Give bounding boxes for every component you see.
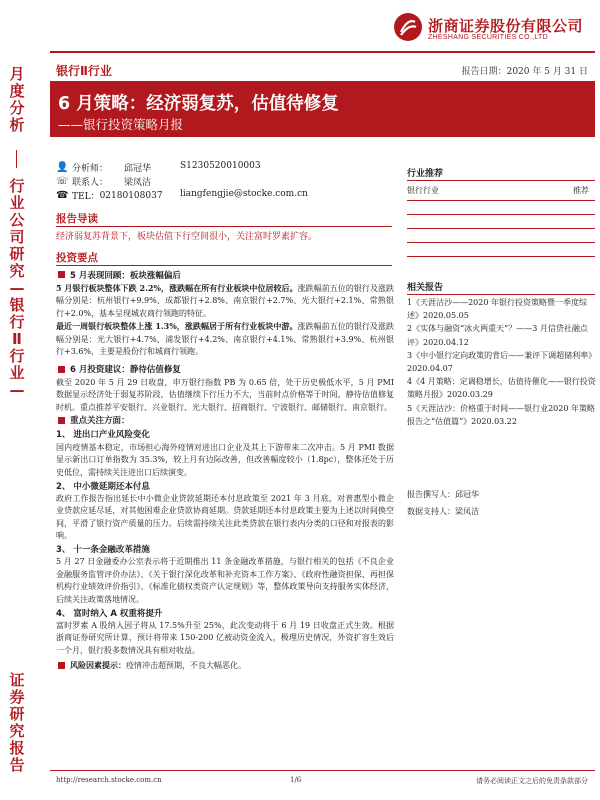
paragraph-lead: 5 月银行板块整体下跌 2.2%，涨跌幅在所有行业板块中位居较后。 bbox=[56, 282, 298, 293]
paragraph-june-advice: 截至 2020 年 5 月 29 日收盘，申万银行指数 PB 为 0.65 倍，处于历史极低水平，5 月 PMI 数据显示经济处于弱复苏阶段，估值继续下行压力不大，当前时点价格等于时间，静待估值修复时机。重点推荐平安银行、兴业银行、光大银行、招商银行、宁波银行、邮储银行、南京银行。 bbox=[56, 377, 394, 412]
section-review-title: 5 月表现回顾：板块涨幅偏后 bbox=[70, 270, 181, 281]
risk-label: 风险因素提示： bbox=[70, 660, 126, 671]
related-report-item[interactable]: 1《天涯沽沙——2020 年银行投资策略暨一季度综述》2020.05.05 bbox=[407, 298, 587, 321]
key-points-heading: 投资要点 bbox=[56, 252, 98, 264]
paragraph-may-performance bbox=[56, 282, 394, 320]
focus-item-3-text: 5 月 27 日金融委办公室表示将于近期推出 11 条金融改革措施，与银行相关的包括《不良企业金融服务监管评价办法》、《关于银行深化改革和补充资本工作方案》、《政府性融资担保、再担保机构行业绩效评价指引》、《标准化债权类资产认定规则》等，整体政策导向支持服务实体经济，后续关注政策落地情况。 bbox=[56, 557, 394, 604]
industry-recommendation-heading: 行业推荐 bbox=[407, 169, 444, 179]
intro-divider bbox=[56, 226, 392, 227]
paragraph-lead: 最近一周银行板块整体上涨 1.3%，涨跌幅居于所有行业板块中游。 bbox=[56, 321, 298, 332]
report-date bbox=[462, 64, 588, 77]
industry-recommendation-row bbox=[407, 185, 595, 196]
risk-text: 疫情冲击超预期，不良大幅恶化。 bbox=[126, 661, 246, 671]
sidebar-rule bbox=[407, 256, 595, 257]
section-focus-title: 重点关注方面： bbox=[70, 416, 130, 427]
square-bullet-icon bbox=[58, 366, 65, 373]
related-report-item[interactable]: 5《天涯沽沙：价格重于时间——银行业2020 年策略报告之“估值篇”》2020.03.22 bbox=[407, 403, 595, 426]
vertical-label-monthly: 月度分析 bbox=[9, 65, 25, 134]
tel-row bbox=[56, 189, 163, 202]
report-subtitle: ——银行投资策略月报 bbox=[58, 117, 184, 132]
author-name: 邱冠华 bbox=[455, 490, 479, 499]
focus-item-1-text: 国内疫情基本稳定，市场担心海外疫情对进出口企业及其上下游带来二次冲击。5 月 PMI 数据显示新出口订单指数为 35.3%，较上月有边际改善，但改善幅度较小（1.8pc），整体还处于历史低位，需持续关注进出口后续演变。 bbox=[56, 442, 394, 477]
industry-recommendation-divider bbox=[407, 180, 595, 181]
brand-name-en: ZHESHANG SECURITIES CO.,LTD bbox=[428, 34, 548, 41]
analyst-row bbox=[56, 161, 151, 174]
report-date-value: 2020 年 5 月 31 日 bbox=[506, 67, 588, 77]
disclaimer-note: 请务必阅读正文之后的免责条款部分 bbox=[476, 777, 588, 785]
section-advice-heading bbox=[56, 364, 394, 376]
recommendation-rating: 推荐 bbox=[573, 186, 589, 195]
square-bullet-icon bbox=[58, 417, 65, 424]
data-support bbox=[407, 506, 479, 517]
footer-divider bbox=[50, 770, 595, 771]
contact-label: 联系人： bbox=[72, 178, 109, 188]
paragraph-text: 涨跌幅前五位的银行及涨跌幅分别是：光大银行+4.7%、浦发银行+4.2%、南京银行+4.1%、常熟银行+3.9%、杭州银行+3.6%，主要是股份行和城商行领跑。 bbox=[56, 322, 394, 356]
footer-url-link[interactable]: http://research.stocke.com.cn bbox=[56, 776, 162, 784]
section-advice-title: 6 月投资建议：静待估值修复 bbox=[70, 365, 181, 376]
support-label: 数据支持人： bbox=[407, 507, 455, 516]
sidebar-rule bbox=[407, 200, 595, 201]
contact-email[interactable]: liangfengjie@stocke.com.cn bbox=[180, 189, 308, 199]
tel-label: TEL： bbox=[72, 192, 100, 202]
vertical-label-industry: 行业公司研究—银行Ⅱ行业— bbox=[9, 177, 25, 399]
sidebar-rule bbox=[407, 214, 595, 215]
focus-item-3-title: 3、 十一条金融改革措施 bbox=[56, 545, 150, 556]
focus-item-4-title: 4、 富时纳入 A 权重将提升 bbox=[56, 608, 163, 619]
report-date-label: 报告日期： bbox=[461, 67, 507, 77]
contact-icon: ☏ bbox=[56, 176, 69, 187]
contact-name: 梁凤洁 bbox=[124, 178, 152, 188]
vertical-label-research: 证券研究报告 bbox=[9, 671, 25, 774]
related-reports-divider bbox=[407, 294, 595, 295]
vertical-divider bbox=[16, 150, 17, 168]
industry-category: 银行Ⅱ行业 bbox=[56, 64, 112, 78]
focus-item-2-title: 2、 中小微延期还本付息 bbox=[56, 481, 150, 492]
report-body bbox=[56, 268, 394, 673]
contact-row bbox=[56, 175, 151, 188]
tel-number: 02180108037 bbox=[99, 190, 163, 201]
key-points-divider bbox=[56, 265, 392, 266]
intro-heading: 报告导读 bbox=[56, 213, 98, 225]
intro-text: 经济弱复苏背景下，板块估值下行空间很小，关注富时罗素扩容。 bbox=[56, 232, 318, 242]
recommended-industry: 银行行业 bbox=[407, 186, 439, 195]
focus-item-2-text: 政府工作报告指出延长中小微企业贷款延期还本付息政策至 2021 年 3 月底，对普惠型小微企业贷款应延尽延，对其他困难企业贷款协商延期。贷款延期还本付息政策主要为上述以时间换空间，平滑了银行资产质量的压力。后续需持续关注此类贷款在银行表内分类的口径和对报表的影响。 bbox=[56, 493, 394, 541]
report-author bbox=[407, 489, 479, 500]
author-label: 报告撰写人： bbox=[407, 490, 455, 499]
section-focus-heading bbox=[56, 415, 394, 427]
risk-warning bbox=[56, 659, 394, 672]
brand-logo-icon bbox=[393, 12, 423, 42]
square-bullet-icon bbox=[58, 662, 65, 669]
sidebar-rule bbox=[407, 228, 595, 229]
related-reports-list bbox=[407, 296, 597, 428]
person-icon: 👤 bbox=[56, 162, 69, 173]
related-report-item[interactable]: 2《实体与融资“冰火两重天”？——3 月信贷社融点评》2020.04.12 bbox=[407, 324, 588, 347]
paragraph-last-week bbox=[56, 320, 394, 358]
analyst-name: 邱冠华 bbox=[124, 164, 152, 174]
header-divider bbox=[50, 51, 595, 53]
related-reports-heading: 相关报告 bbox=[407, 283, 444, 293]
focus-item-4-text: 富时罗素 A 股纳入因子将从 17.5%升至 25%，此次变动将于 6 月 19 日收盘正式生效。根据浙商证券研究所计算，预计将带来 150-200 亿被动资金流入，极理历史情况，外资扩容生效后一个月，银行股多数情况具有相对收益。 bbox=[56, 620, 394, 655]
square-bullet-icon bbox=[58, 271, 65, 278]
brand-logo bbox=[393, 12, 593, 46]
phone-icon: ☎ bbox=[56, 190, 69, 201]
section-review-heading bbox=[56, 270, 394, 282]
related-report-item[interactable]: 3《中小银行定向政策的背后——兼评下调超储利率》2020.04.07 bbox=[407, 350, 597, 374]
analyst-label: 分析师： bbox=[72, 164, 109, 174]
page-number: 1/6 bbox=[290, 776, 302, 784]
analyst-certificate: S1230520010003 bbox=[180, 161, 261, 171]
brand-name-cn: 浙商证券股份有限公司 bbox=[428, 17, 584, 35]
paragraph-text: 涨跌幅前五位的银行及涨跌幅分别是：杭州银行+9.9%、成都银行+2.8%、南京银行+2.7%、光大银行+2.1%、常熟银行+2.0%，基本呈现城农商行领跑的特征。 bbox=[56, 283, 395, 318]
report-title: 6 月策略：经济弱复苏，估值待修复 bbox=[58, 94, 339, 114]
related-report-item[interactable]: 4《4 月策略：定调稳增长，估值待催化——银行投资策略月报》2020.03.29 bbox=[407, 377, 596, 400]
support-name: 梁凤洁 bbox=[455, 507, 479, 516]
focus-item-1-title: 1、 进出口产业风险变化 bbox=[56, 430, 150, 441]
sidebar-rule bbox=[407, 242, 595, 243]
